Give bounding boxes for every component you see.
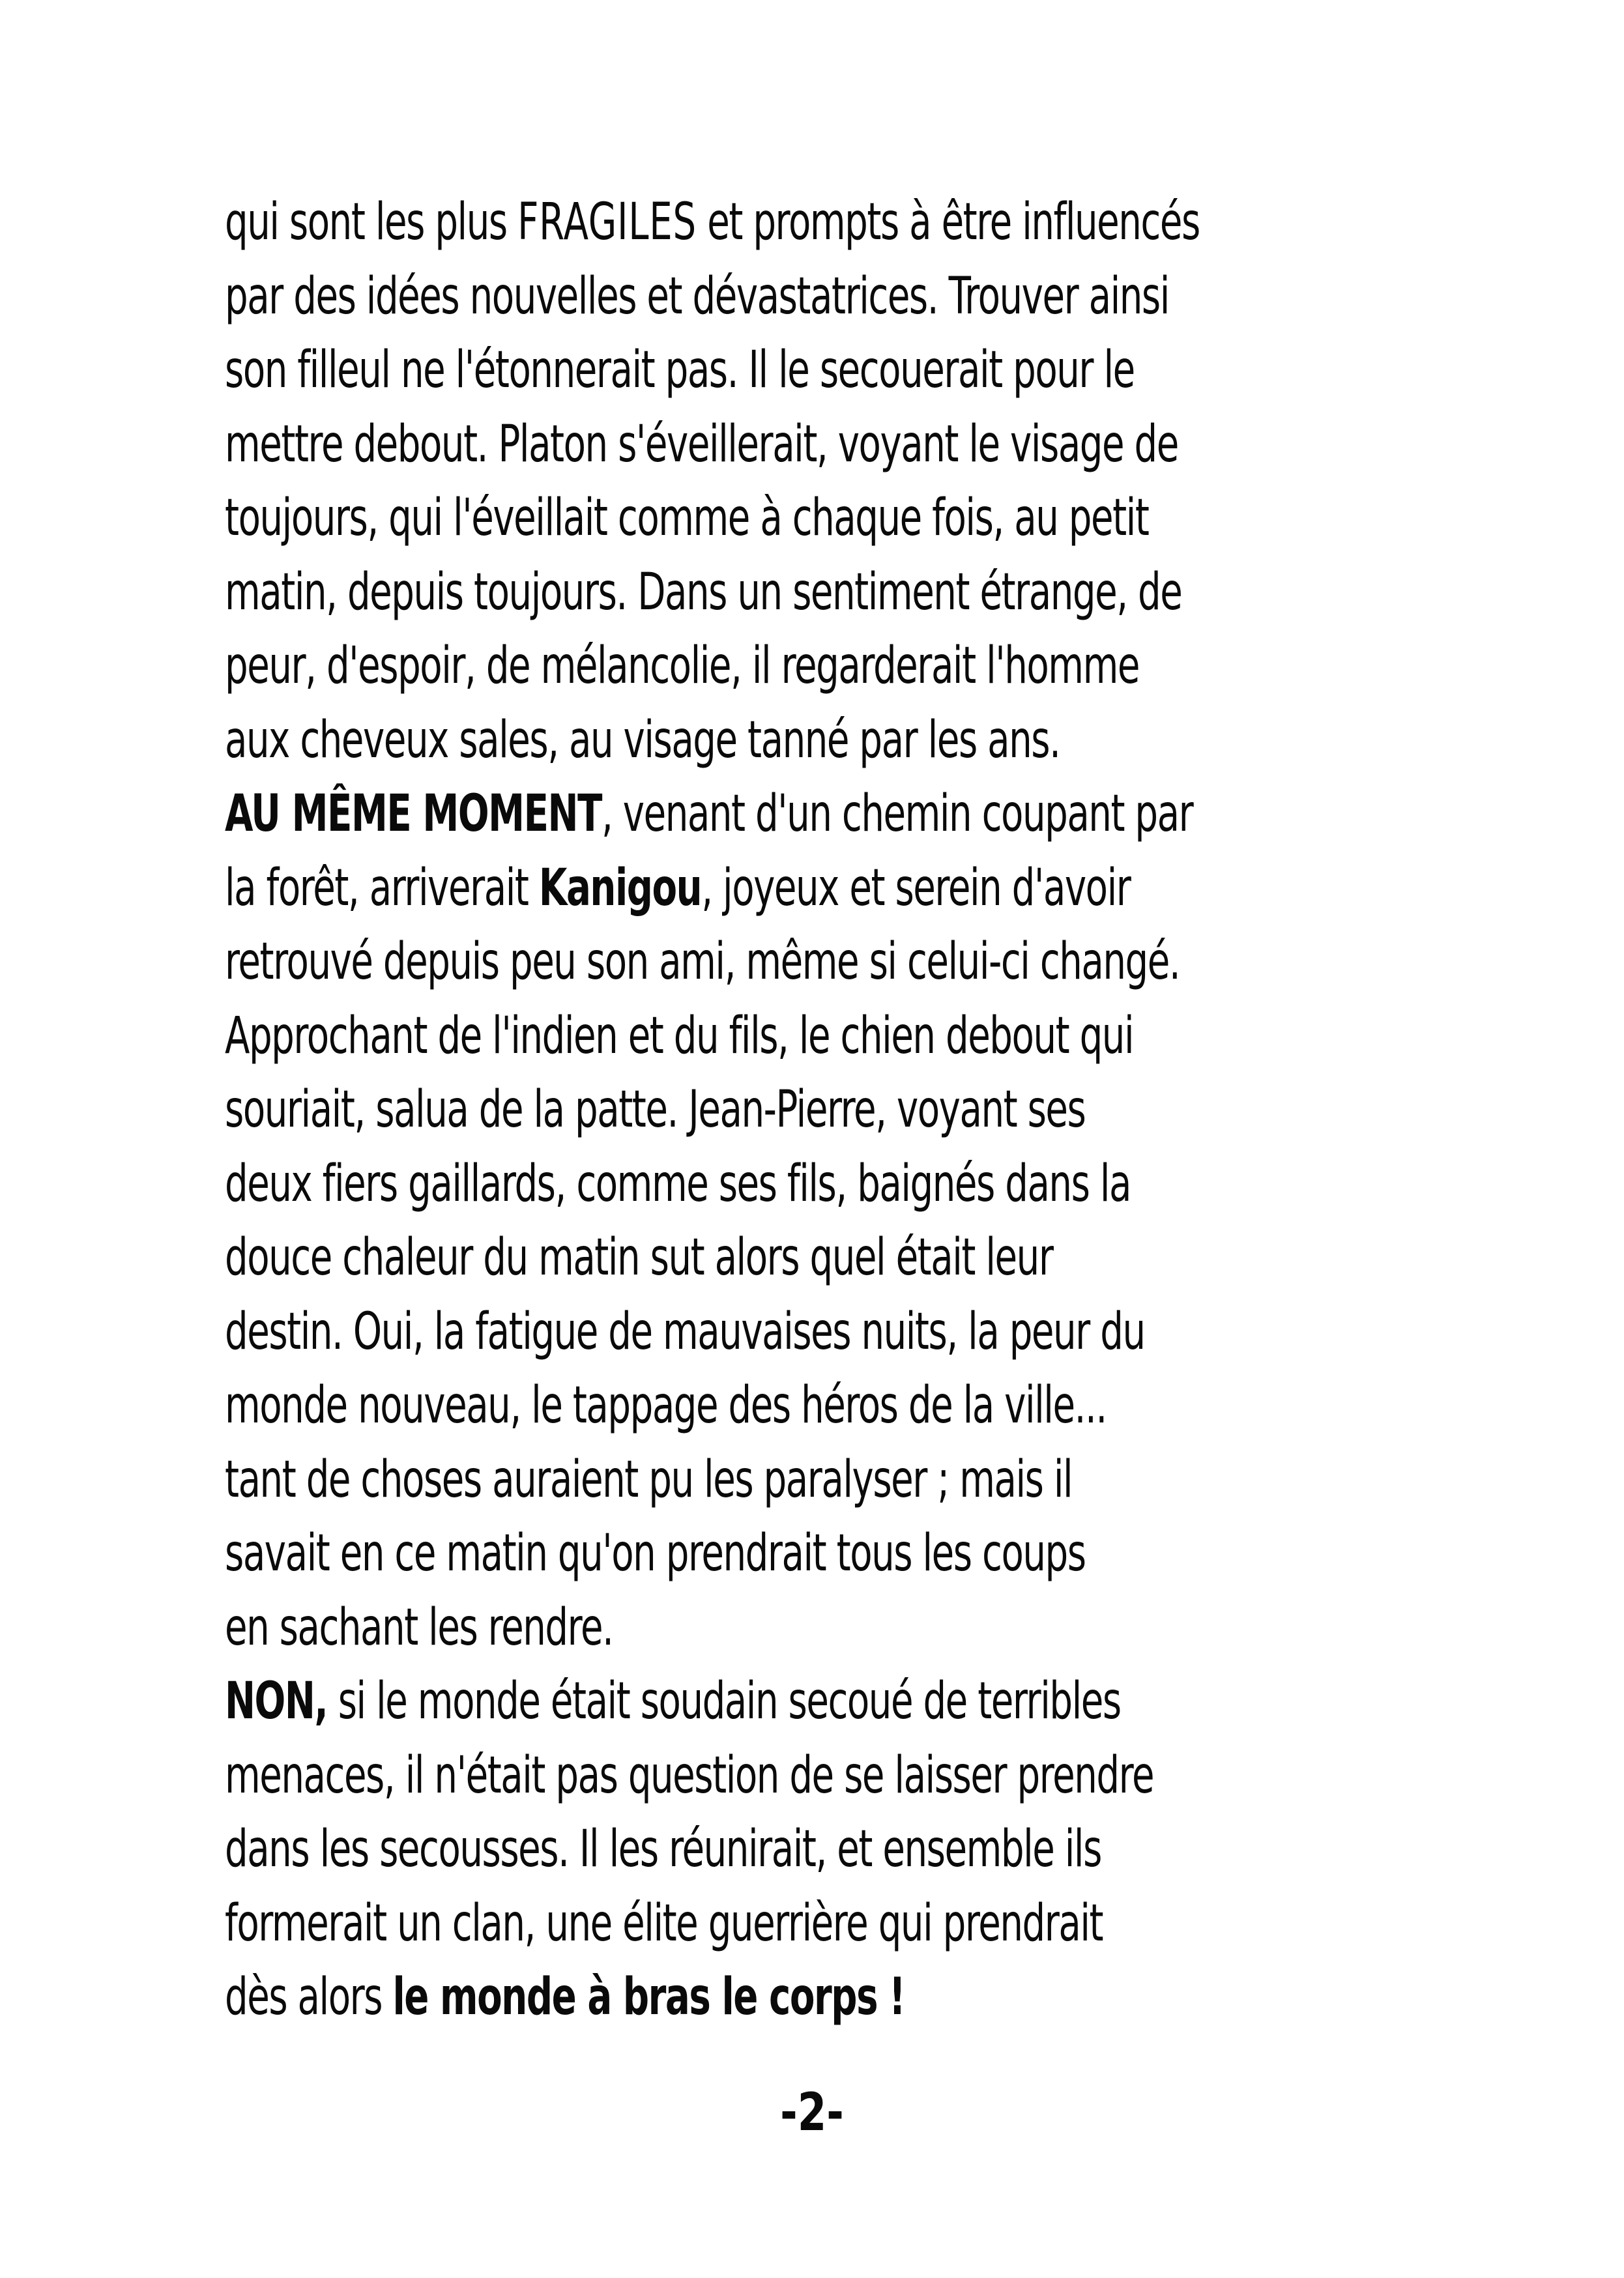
text-line xyxy=(225,1147,1131,1222)
text-segment: la forêt, arriverait xyxy=(225,858,539,917)
text-segment: destin. Oui, la fatigue de mauvaises nuits, la peur du xyxy=(225,1302,1145,1361)
text-line xyxy=(225,1443,1073,1518)
emphasized-text: AU MÊME MOMENT xyxy=(225,785,602,843)
text-segment: dès alors xyxy=(225,1968,393,2026)
text-line xyxy=(225,1665,1121,1739)
text-segment: souriait, salua de la patte. Jean-Pierre, voyant ses xyxy=(225,1080,1086,1139)
text-segment: qui sont les plus xyxy=(225,193,518,252)
capitalized-text: FRAGILES xyxy=(517,193,697,252)
handwritten-text-block xyxy=(225,186,1372,2035)
text-segment: dans les secousses. Il les réunirait, et ensemble ils xyxy=(225,1820,1101,1879)
text-segment: menaces, il n'était pas question de se laisser prendre xyxy=(225,1746,1154,1805)
text-segment: toujours, qui l'éveillait comme à chaque fois, au petit xyxy=(225,489,1149,547)
text-line xyxy=(225,1813,1101,1887)
text-line xyxy=(225,852,1131,926)
text-line xyxy=(225,1369,1107,1443)
text-line xyxy=(225,1591,1051,1665)
emphasized-text: Kanigou xyxy=(538,858,702,917)
emphasized-text: NON, xyxy=(225,1672,328,1731)
text-segment: par des idées nouvelles et dévastatrices. Trouver ainsi xyxy=(225,267,1169,326)
text-line xyxy=(225,334,1135,408)
text-line xyxy=(225,704,1060,778)
text-line xyxy=(225,1073,1086,1147)
emphasized-text: le monde à bras le corps ! xyxy=(392,1968,905,2026)
text-segment: deux fiers gaillards, comme ses fils, baignés dans la xyxy=(225,1154,1131,1213)
text-line xyxy=(225,777,1193,852)
text-segment: savait en ce matin qu'on prendrait tous les coups xyxy=(225,1524,1086,1583)
text-line xyxy=(225,186,1200,260)
text-line xyxy=(225,1221,1051,1295)
text-segment: retrouvé depuis peu son ami, même si celui-ci changé. xyxy=(225,932,1180,991)
text-line xyxy=(225,260,1169,334)
text-line xyxy=(225,1961,1051,2035)
text-segment: , venant d'un chemin coupant par xyxy=(601,785,1193,843)
text-segment: et prompts à être influencés xyxy=(696,193,1200,252)
text-segment: formerait un clan, une élite guerrière qui prendrait xyxy=(225,1894,1103,1953)
text-segment: , joyeux et serein d'avoir xyxy=(701,858,1131,917)
text-line xyxy=(225,1517,1086,1591)
text-line xyxy=(225,1000,1134,1074)
text-segment: en sachant les rendre. xyxy=(225,1598,613,1657)
text-segment: douce chaleur du matin sut alors quel était leur xyxy=(225,1228,1053,1287)
page-number: -2- xyxy=(780,2082,844,2142)
text-segment: monde nouveau, le tappage des héros de la ville... xyxy=(225,1376,1107,1435)
text-line xyxy=(225,408,1178,482)
text-line xyxy=(225,482,1149,556)
text-line xyxy=(225,556,1182,630)
text-segment: son filleul ne l'étonnerait pas. Il le secouerait pour le xyxy=(225,341,1135,399)
text-segment: mettre debout. Platon s'éveillerait, voyant le visage de xyxy=(225,414,1178,474)
text-line xyxy=(225,629,1139,704)
text-segment: si le monde était soudain secoué de terribles xyxy=(327,1672,1121,1731)
text-segment: matin, depuis toujours. Dans un sentiment étrange, de xyxy=(225,562,1182,622)
text-line xyxy=(225,925,1180,1000)
text-segment: tant de choses auraient pu les paralyser ; mais il xyxy=(225,1450,1073,1509)
text-line xyxy=(225,1887,1103,1961)
text-line xyxy=(225,1295,1145,1370)
text-segment: Approchant de l'indien et du fils, le chien debout qui xyxy=(225,1006,1134,1065)
text-segment: aux cheveux sales, au visage tanné par les ans. xyxy=(225,710,1060,770)
text-segment: peur, d'espoir, de mélancolie, il regarderait l'homme xyxy=(225,637,1139,695)
text-line xyxy=(225,1739,1154,1813)
